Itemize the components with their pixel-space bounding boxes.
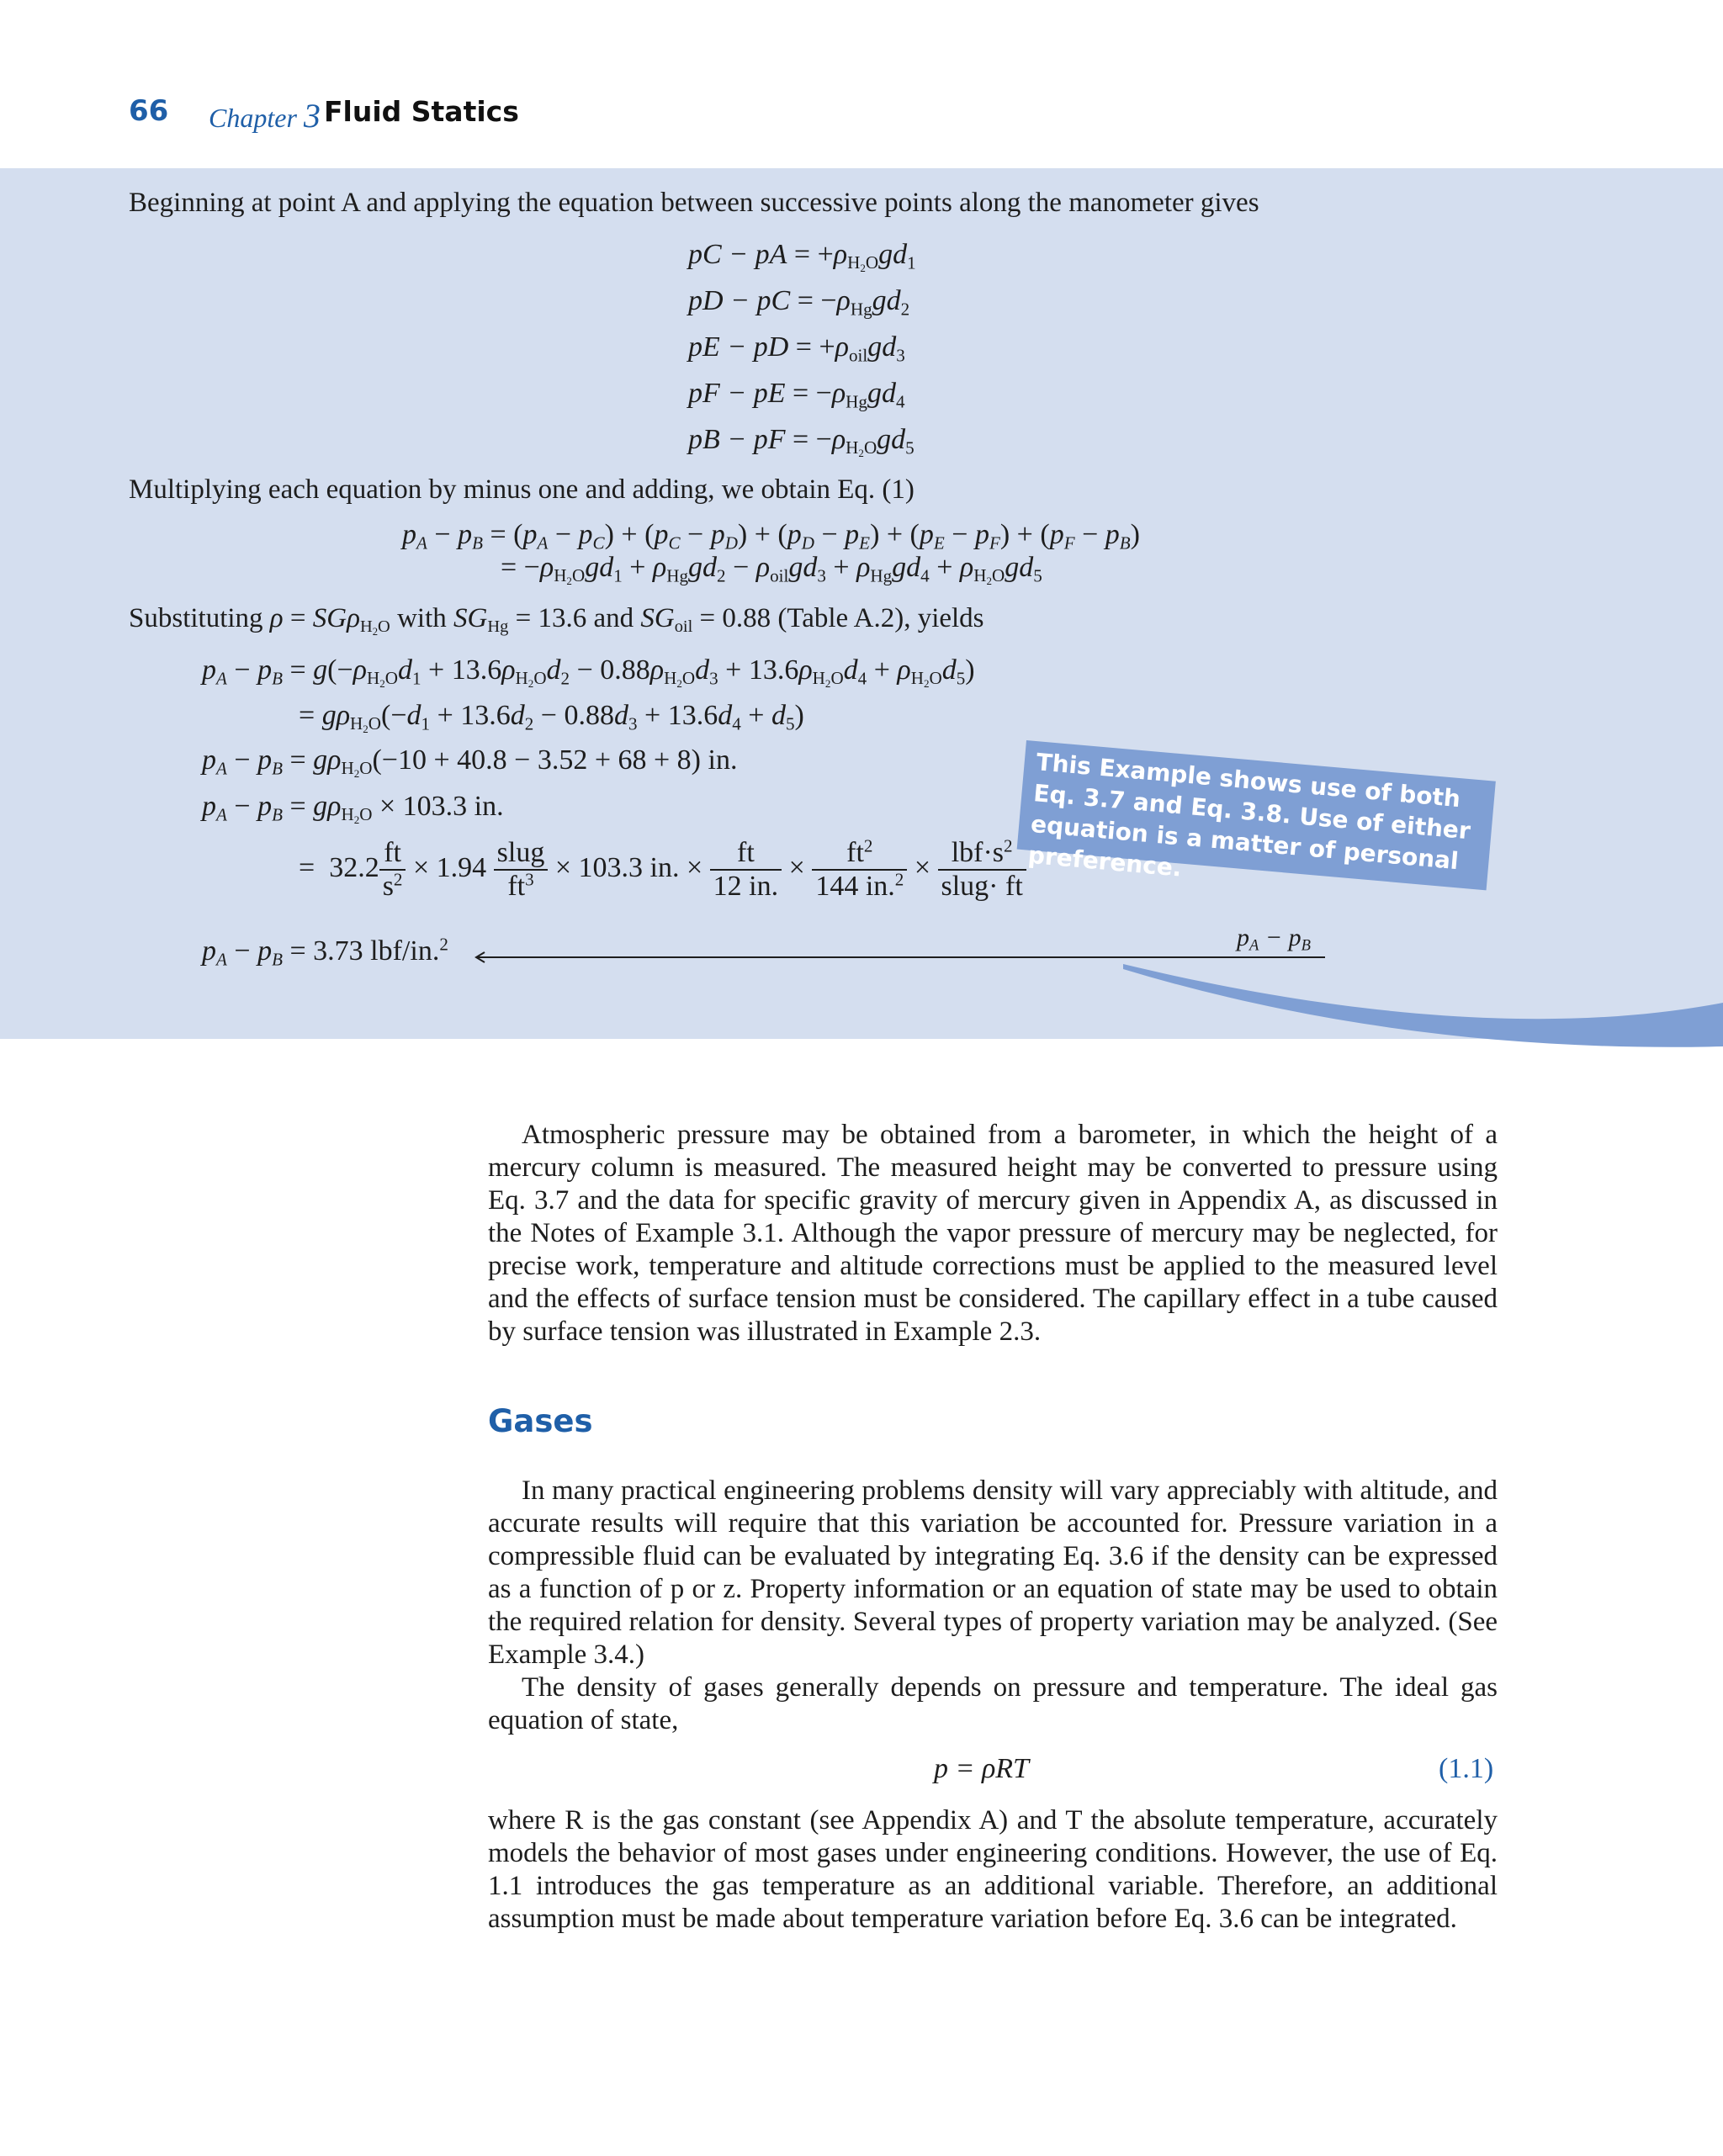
chapter-title: Fluid Statics bbox=[324, 95, 519, 128]
g-unit-fraction: $\frac{ft}{s^2}$ bbox=[379, 837, 406, 903]
ft-per-in-fraction: $\frac{ft}{12 in.}$ bbox=[710, 837, 782, 903]
length-value: 103.3 in. bbox=[578, 851, 680, 883]
expanded-equation: $p_A - p_B = g(-\rho_{H_2O}d_1 + 13.6\rho_{H_2O}d_2 - 0.88\rho_{H_2O}d_3 + 13.6\rho_{H_2O}d_4 + \rho_{H_2O}d_5)$ bbox=[202, 654, 975, 691]
table-ref: (Table A.2), yields bbox=[777, 603, 984, 633]
paragraph-gases bbox=[488, 1475, 1498, 1737]
factored-equation: = $g\rho_{H_2O}(-d_1 + 13.6d_2 - 0.88d_3 + 13.6d_4 + d_5)$ bbox=[299, 700, 804, 736]
page-number: 66 bbox=[129, 94, 169, 128]
result-value: 3.73 lbf/in.$^2$ bbox=[313, 934, 448, 967]
paragraph-ideal-gas bbox=[488, 1804, 1498, 1936]
ideal-gas-equation: p = ρRT bbox=[934, 1753, 1029, 1784]
sg-oil-value: 0.88 bbox=[722, 603, 771, 633]
numeric-equation: $p_A - p_B = g\rho_{H_2O}(-10 + 40.8 - 3.52 + 68 + 8)$ in. bbox=[202, 744, 738, 781]
chapter-number: 3 bbox=[303, 97, 321, 135]
conversion-equation: = 32.2 $\frac{ft}{s^2}$ × 1.94 $\frac{\text{slug}}{ft^3}$ × 103.3 in. × $\frac{ft}{12 in.}$ × $\frac{ft^2}{144 in.^2}$ × $\frac{lbf\cdot s^2}{\text{slug· ft}}$ bbox=[299, 837, 1026, 903]
equation-4: pF − pE = $-\rho_{Hg}gd_4$ bbox=[688, 378, 905, 412]
result-pointer-arrow bbox=[471, 949, 1329, 966]
ideal-gas-equation-number: (1.1) bbox=[1439, 1753, 1494, 1784]
para2-text: In many practical engineering problems density will vary appreciably with altitude, and accurate results will require that this variation be accounted for. Pressure variation in a compressible fluid can be evaluated by integrating Eq. 3.6 if the density can be expressed as a function of p or z. Property information or an equation of state may be used to obtain the required relation for density. Several types of property variation may be analyzed. (See Example 3.4.) bbox=[488, 1475, 1498, 1670]
ft2-per-in2-fraction: $\frac{ft^2}{144 in.^2}$ bbox=[812, 837, 907, 903]
eq1-lhs: pC − pA bbox=[688, 239, 787, 270]
result-equation: $p_A - p_B = 3.73$ lbf/in.$^2$ bbox=[202, 934, 448, 970]
eq5-lhs: pB − pF bbox=[688, 424, 786, 455]
equation-2: pD − pC = $-\rho_{Hg}gd_2$ bbox=[688, 285, 910, 320]
sum-result-equation: $p_A - p_B = g\rho_{H_2O} \times 103.3$ in. bbox=[202, 791, 504, 827]
equation-5: pB − pF = $-\rho_{H_2O}gd_5$ bbox=[688, 424, 915, 460]
sum-equation-line2: = $-\rho_{H_2O}gd_1 + \rho_{Hg}gd_2 - \rho_{oil}gd_3 + \rho_{Hg}gd_4 + \rho_{H_2O}gd_5$ bbox=[501, 552, 1042, 588]
lbf-per-slug-fraction: $\frac{lbf\cdot s^2}{\text{slug· ft}}$ bbox=[938, 837, 1026, 903]
eq3-lhs: pE − pD bbox=[688, 331, 789, 363]
para1-text: Atmospheric pressure may be obtained from a barometer, in which the height of a mercury column is measured. The measured height may be converted to pressure using Eq. 3.7 and the data for specific gravity of mercury given in Appendix A, as discussed in the Notes of Example 3.1. Although the vapor pressure of mercury may be neglected, for precise work, temperature and altitude corrections must be applied to the measured level and the effects of surface tension must be considered. The capillary effect in a tube caused by surface tension was illustrated in Example 2.3. bbox=[488, 1120, 1498, 1347]
result-label: $p_A - p_B$ bbox=[1237, 924, 1311, 955]
substituting-text: Substituting ρ = SGρ$_{H_2O}$ with $SG_{Hg} = 13.6$ and $SG_{oil} = 0.88$ (Table A.2), yields bbox=[129, 603, 984, 638]
sum-equation-line1: $p_A - p_B = (p_A - p_C) + (p_C - p_D) + (p_D - p_E) + (p_E - p_F) + (p_F - p_B)$ bbox=[402, 519, 1140, 554]
rho-unit-fraction: $\frac{\text{slug}}{ft^3}$ bbox=[494, 837, 549, 903]
eq4-lhs: pF − pE bbox=[688, 378, 786, 409]
para3-text: The density of gases generally depends on pressure and temperature. The ideal gas equation of state, bbox=[488, 1672, 1498, 1735]
eq2-lhs: pD − pC bbox=[688, 285, 791, 316]
chapter-word: Chapter bbox=[209, 103, 297, 133]
para4-text: where R is the gas constant (see Appendix A) and T the absolute temperature, accurately models the behavior of most gases under engineering conditions. However, the use of Eq. 1.1 introduces the gas temperature as an additional variable. Therefore, an additional assumption must be made about temperature variation before Eq. 3.6 can be integrated. bbox=[488, 1805, 1498, 1934]
paragraph-barometer bbox=[488, 1119, 1498, 1348]
chapter-label bbox=[209, 96, 321, 135]
numeric-line: (−10 + 40.8 − 3.52 + 68 + 8) in. bbox=[372, 744, 738, 776]
equation-1: pC − pA = $+\rho_{H_2O}gd_1$ bbox=[688, 239, 916, 275]
sg-hg-value: 13.6 bbox=[538, 603, 587, 633]
g-value: 32.2 bbox=[329, 851, 379, 883]
section-heading-gases: Gases bbox=[488, 1403, 593, 1439]
margin-note: This Example shows use of both Eq. 3.7 and Eq. 3.8. Use of either equation is a matter of personal preference. bbox=[1017, 740, 1496, 890]
example-intro: Beginning at point A and applying the equation between successive points along the manometer gives bbox=[129, 188, 1259, 218]
sum-line: × 103.3 in. bbox=[379, 791, 504, 822]
rho-value: 1.94 bbox=[436, 851, 487, 883]
multiply-text: Multiplying each equation by minus one and adding, we obtain Eq. (1) bbox=[129, 474, 915, 505]
equation-3: pE − pD = $+\rho_{oil}gd_3$ bbox=[688, 331, 905, 366]
